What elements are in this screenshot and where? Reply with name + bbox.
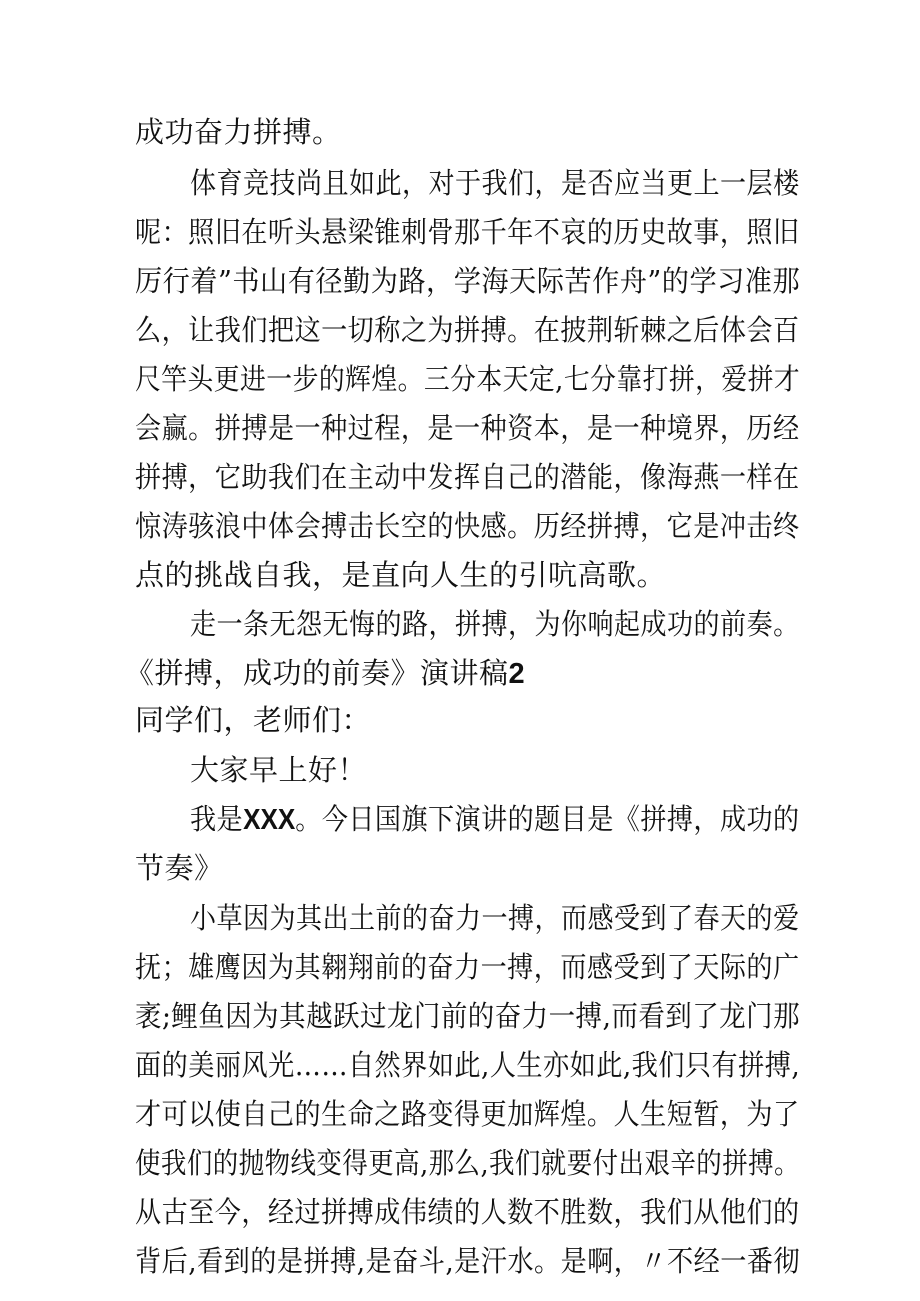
morning-greeting: 大家早上好！ [190, 753, 368, 787]
paragraph-line: 抚；雄鹰因为其翱翔前的奋力一搏，而感受到了天际的广 [135, 950, 800, 984]
paragraph-line: 呢：照旧在听头悬梁锥刺骨那千年不哀的历史故事，照旧 [135, 215, 800, 249]
paragraph-line: 么，让我们把这一切称之为拼搏。在披荆斩棘之后体会百 [135, 313, 800, 347]
paragraph-line: 使我们的抛物线变得更高,那么,我们就要付出艰辛的拼搏。 [135, 1146, 800, 1180]
intro-line [190, 799, 800, 840]
paragraph-line: 背后,看到的是拼搏,是奋斗,是汗水。是啊，〃不经一番彻 [135, 1244, 801, 1278]
paragraph-line: 体育竞技尚且如此，对于我们，是否应当更上一层楼 [190, 166, 800, 200]
paragraph-line: 才可以使自己的生命之路变得更加辉煌。人生短暂，为了 [135, 1097, 800, 1131]
paragraph-line: 走一条无怨无悔的路，拼搏，为你响起成功的前奏。 [190, 607, 800, 641]
paragraph-line: 成功奋力拼搏。 [135, 115, 342, 149]
paragraph-line: 会赢。拼搏是一种过程，是一种资本，是一种境界，历经 [135, 411, 800, 445]
greeting-line: 同学们，老师们： [135, 703, 372, 737]
paragraph-line: 小草因为其出土前的奋力一搏，而感受到了春天的爱 [190, 901, 800, 935]
intro-prefix: 我是 [190, 802, 244, 836]
paragraph-line: 惊涛骇浪中体会搏击长空的快感。历经拼搏，它是冲击终 [135, 509, 800, 543]
speech-heading-title: 《拼搏，成功的前奏》演讲稿 [125, 656, 509, 690]
paragraph-line: 从古至今，经过拼搏成伟绩的人数不胜数，我们从他们的 [135, 1195, 800, 1229]
paragraph-line: 面的美丽风光……自然界如此,人生亦如此,我们只有拼搏, [135, 1048, 801, 1082]
intro-suffix: 。今日国旗下演讲的题目是《拼搏，成功的 [295, 802, 800, 836]
speech-heading-number: 2 [508, 658, 525, 690]
intro-line-2: 节奏》 [135, 851, 224, 885]
paragraph-line: 拼搏，它助我们在主动中发挥自己的潜能，像海燕一样在 [135, 460, 800, 494]
paragraph-line: 厉行着”书山有径勤为路，学海天际苦作舟”的学习准那 [135, 264, 801, 298]
speaker-name: XXX [243, 804, 296, 836]
paragraph-line: 点的挑战自我，是直向人生的引吭高歌。 [135, 558, 667, 592]
paragraph-line: 袤;鲤鱼因为其越跃过龙门前的奋力一搏,而看到了龙门那 [135, 999, 801, 1033]
speech-heading [125, 653, 525, 694]
paragraph-line: 尺竿头更进一步的辉煌。三分本天定,七分靠打拼，爱拼才 [135, 362, 801, 396]
